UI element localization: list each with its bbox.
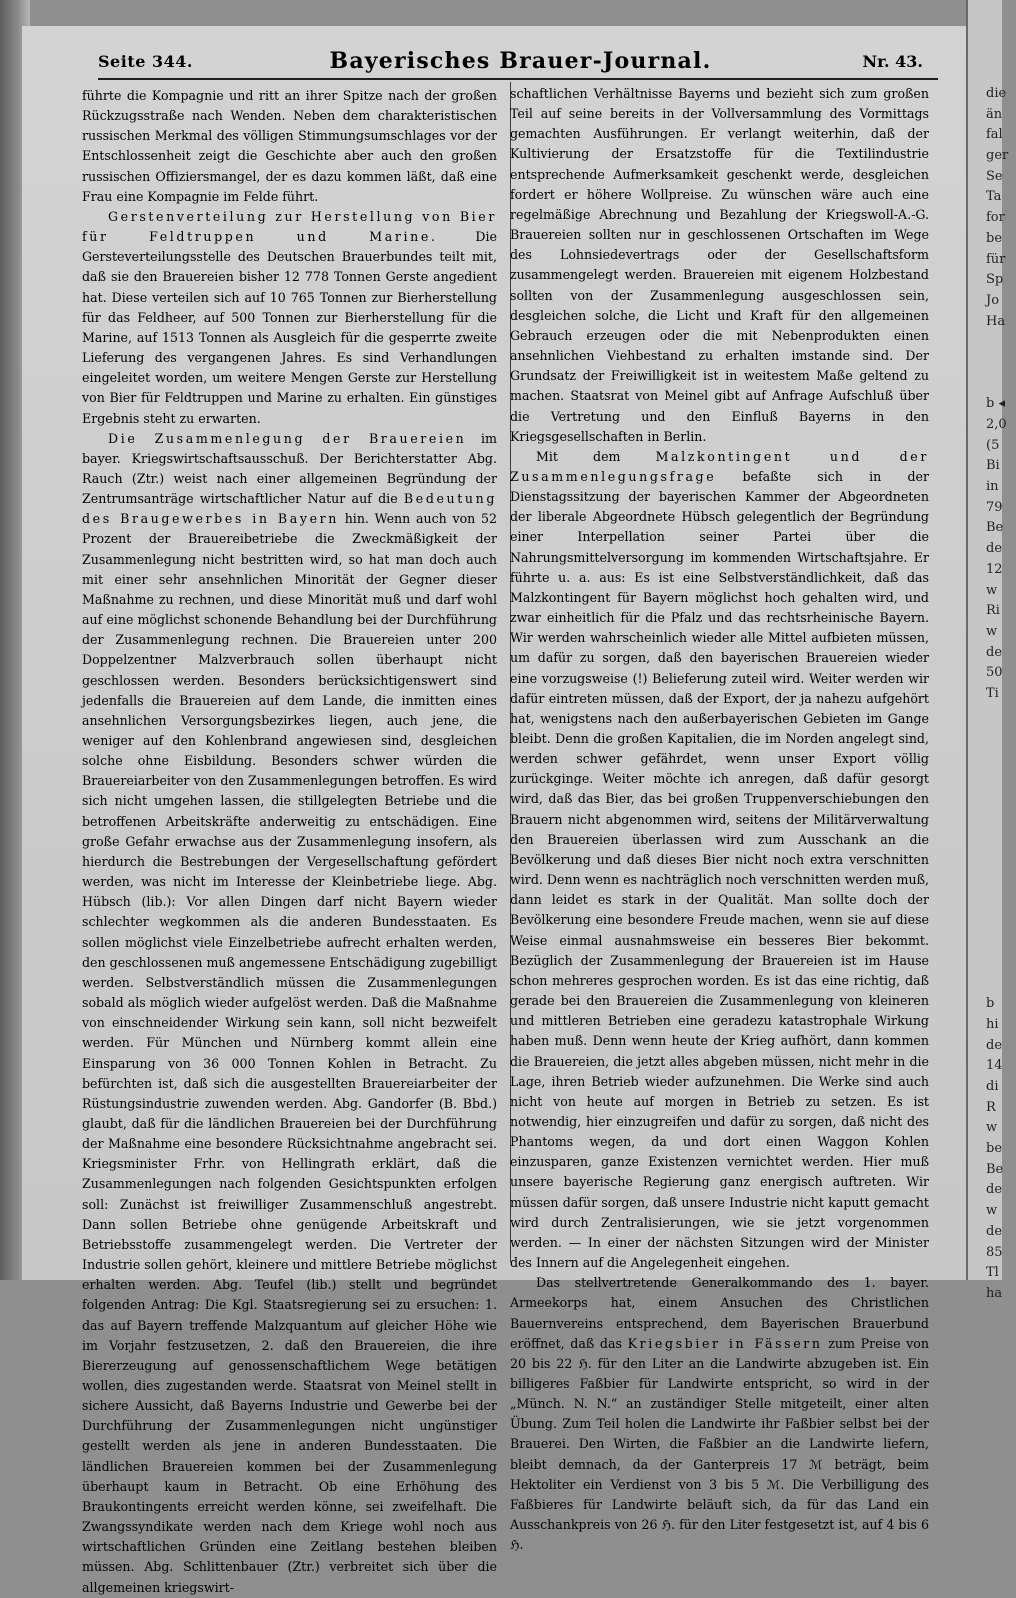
fragment-text: be xyxy=(986,1141,1003,1157)
spaced-emphasis: Malzkontingent und der Zusammenlegungsfrage xyxy=(510,448,929,484)
fragment-text: di xyxy=(986,1079,999,1094)
fragment-text: de xyxy=(986,1182,1003,1198)
fragment-text: be xyxy=(986,230,1003,246)
fragment-text: de xyxy=(986,644,1003,660)
fragment-text: w xyxy=(986,1203,998,1219)
journal-title: Bayerisches Brauer-Journal. xyxy=(329,48,712,74)
article-body: befaßte sich in der Dienstagssitzung der bayerischen Kammer der Abgeordneten der liberale Abgeordnete Hübsch gelegentlich der Begründung einer Interpellation seiner Partei über die Nahrungsmittelversorgung im kommenden Wirtschaftsjahre. Er führte u. a. aus: Es ist eine Selbstverständlichkeit, daß das Malzkontingent für Bayern möglichst hoch gehalten wird, und zwar einheitlich für die Pfalz und das rechtsrheinische Bayern. Wir werden wahrscheinlich wieder alle Mittel aufbieten müssen, um dafür zu sorgen, daß den bayerischen Brauereien wieder eine vorzugsweise (!) Belieferung zuteil wird. Weiter werden wir dafür eintreten müssen, daß der Export, der ja nahezu aufgehört hat, wenigstens nach den außerbayerischen Gebieten im Gange bleibt. Denn die großen Kapitalien, die im Norden angelegt sind, werden schwer gefährdet, wenn unser Export völlig zurückginge. Weiter möchte ich anregen, daß dafür gesorgt wird, daß das Bier, das bei großen Truppenverschiebungen den Brauern nicht abgenommen wird, seitens der Militärverwaltung den Brauereien überlassen wird zum Ausschank an die Bevölkerung und daß dieses Bier nicht noch extra verschnitten wird. Denn wenn es nachträglich noch verschnitten werden muß, dann leidet es stark in der Qualität. Man sollte doch der Bevölkerung eine besondere Freude machen, wenn sie auf diese Weise einmal ausnahmsweise ein besseres Bier bekommt. Bezüglich der Zusammenlegung der Brauereien ist im Hause schon mehreres gesprochen worden. Es ist das eine richtig, daß gerade bei den Brauereien die Zusammenlegung von kleineren und mittleren Betrieben eine geradezu katastrophale Wirkung haben muß. Denn wenn heute der Krieg aufhört, dann kommen die Brauereien, die jetzt alles abgeben müssen, nicht mehr in die Lage, ihren Betrieb wieder aufzunehmen. Die Werke sind auch nicht von heute auf morgen in Betrieb zu setzen. Es ist notwendig, hier einzugreifen und dafür zu sorgen, daß nicht des Phantoms wegen, da und dort einen Waggon Kohlen einzusparen, ganze Existenzen vernichtet werden. Hier muß unsere bayerische Regierung ganz energisch auftreten. Wir müssen dafür sorgen, daß unsere Industrie nicht kaputt gemacht wird durch Zentralisierungen, wie sie jetzt vorgenommen werden. — In einer der nächsten Sitzungen wird der Minister des Innern auf die Angelegenheit eingehen. xyxy=(510,468,929,1271)
fragment-text: Se xyxy=(986,168,1003,184)
fragment-text: Bi xyxy=(986,458,1000,474)
article-body: im bayer. Kriegswirtschaftsausschuß. Der Berichterstatter Abg. Rauch (Ztr.) weist nach einer allgemeinen Begründung der Zentrumsanträge wirtschaftlicher Natur auf die xyxy=(82,430,497,507)
fragment-text xyxy=(986,374,1016,395)
fragment-text xyxy=(986,767,1016,788)
fragment-text: b ◂ xyxy=(986,396,1005,412)
fragment-text: än xyxy=(986,106,1003,122)
right-column xyxy=(510,84,929,1555)
fragment-text: b xyxy=(986,996,995,1012)
fragment-text xyxy=(986,746,1016,767)
fragment-text: Be xyxy=(986,1161,1004,1177)
spaced-emphasis: Bedeutung des Braugewerbes in Bayern xyxy=(82,491,497,527)
fragment-text: 79 xyxy=(986,499,1003,515)
fragment-text: fal xyxy=(986,127,1003,143)
fragment-text: 2,0 xyxy=(986,417,1007,432)
fragment-text xyxy=(986,353,1016,374)
fragment-text: 12 xyxy=(986,561,1003,577)
fragment-text xyxy=(986,829,1016,850)
article-heading: Gerstenverteilung zur Herstellung von Bier für Feldtruppen und Marine. xyxy=(82,208,497,245)
fragment-text xyxy=(986,787,1016,808)
fragment-text xyxy=(986,808,1016,829)
fragment-text: (5 xyxy=(986,437,1000,453)
fragment-text: R xyxy=(986,1099,996,1115)
fragment-text: Jo xyxy=(986,292,1000,308)
fragment-text: w xyxy=(986,582,998,598)
fragment-text: Ta xyxy=(986,189,1002,205)
fragment-text xyxy=(986,705,1016,726)
article-body: zum Preise von 20 bis 22 ℌ. für den Liter an die Landwirte abzugeben ist. Ein billigeres Faßbier für Landwirte entspricht, so wird in der „Münch. N. N.“ an zuständiger Stelle mitgeteilt, einer alten Übung. Zum Teil holen die Landwirte ihr Faßbier selbst bei der Brauerei. Den Wirten, die Faßbier an die Landwirte liefern, bleibt demnach, da der Ganterpreis 17 ℳ beträgt, beim Hektoliter ein Verdienst von 3 bis 5 ℳ. Die Verbilligung des Faßbieres für Landwirte beläuft sich, da für das Land ein Ausschankpreis von 26 ℌ. für den Liter festgesetzt ist, auf 4 bis 6 ℌ. xyxy=(510,1335,929,1553)
next-page-edge xyxy=(966,0,1009,1301)
fragment-text: de xyxy=(986,541,1003,557)
fragment-text: for xyxy=(986,210,1005,226)
left-column xyxy=(82,86,497,1598)
article-malt-quota xyxy=(510,447,929,1273)
fragment-text: Ti xyxy=(986,685,999,701)
page-header xyxy=(98,46,943,74)
fragment-text: 85 xyxy=(986,1244,1003,1260)
article-body: Die Gersteverteilungsstelle des Deutschen Brauerbundes teilt mit, daß sie den Brauereien bisher 12 778 Tonnen Gerste angedient hat. Diese verteilen sich auf 10 765 Tonnen zur Bierherstellung für das Feldheer, auf 500 Tonnen zur Bierherstellung für die Marine, auf 1513 Tonnen als Ausgleich für die gesperrte zweite Lieferung des vergangenen Jahres. Es sind Verhandlungen eingeleitet worden, um weitere Mengen Gerste zur Herstellung von Bier für Feldtruppen und Marine zu erhalten. Ein günstiges Ergebnis steht zu erwarten. xyxy=(82,229,497,426)
fragment-text: in xyxy=(986,479,999,495)
fragment-text: ha xyxy=(986,1285,1003,1301)
article-heading: Die Zusammenlegung der Brauereien xyxy=(108,430,467,446)
fragment-text: w xyxy=(986,1120,998,1136)
fragment-text xyxy=(986,953,1016,974)
fragment-text: ger xyxy=(986,148,1009,164)
paragraph-continuation: schaftlichen Verhältnisse Bayerns und bezieht sich zum großen Teil auf seine bereits in der Vollversammlung des Vormittags gemachten Ausführungen. Er verlangt weiterhin, daß der Kultivierung der Ersatzstoffe für die Textilindustrie entsprechende Aufmerksamkeit geschenkt werde, desgleichen fordert er höhere Wollpreise. Zu wünschen wäre auch eine regelmäßige Abrechnung und Bezahlung der Kriegswoll-A.-G. Brauereien sollten nur in geschlossenen Ortschaften im Wege des Lohnsiedevertrags oder der Gesellschaftsform zusammengelegt werden. Brauereien mit eigenem Holzbestand sollten von der Zusammenlegung ausgeschlossen sein, desgleichen solche, die Licht und Kraft für den allgemeinen Gebrauch erzeugen oder die mit Nebenprodukten einen ansehnlichen Viehbestand zu erhalten imstande sind. Der Grundsatz der Freiwilligkeit ist in weitestem Maße geltend zu machen. Staatsrat von Meinel gibt auf Anfrage Aufschluß über die Vertretung und den Einfluß Bayerns in den Kriegsgesellschaften in Berlin. xyxy=(510,86,929,444)
fragment-text: hi xyxy=(986,1016,999,1032)
fragment-text xyxy=(986,974,1016,995)
article-body: Mit dem xyxy=(536,448,621,464)
fragment-text: Sp xyxy=(986,272,1004,288)
fragment-text: 14 xyxy=(986,1058,1003,1074)
article-barley-distribution xyxy=(82,207,497,429)
article-war-beer xyxy=(510,1273,929,1555)
fragment-text: 50 xyxy=(986,665,1003,681)
fragment-text: Ri xyxy=(986,603,1000,619)
issue-number: Nr. 43. xyxy=(862,52,923,71)
fragment-text: Ha xyxy=(986,313,1006,329)
fragment-text: Tl xyxy=(986,1265,999,1281)
page-number: Seite 344. xyxy=(98,52,193,71)
fragment-text: w xyxy=(986,623,998,639)
article-body: Das stellvertretende Generalkommando des 1. bayer. Armeekorps hat, einem Ansuchen des Christlichen Bauernvereins entsprechend, dem Bayerischen Brauerbund eröffnet, daß das xyxy=(510,1275,929,1351)
spaced-emphasis: Kriegsbier in Fässern xyxy=(627,1335,823,1351)
fragment-text xyxy=(986,912,1016,933)
fragment-text: de xyxy=(986,1223,1003,1239)
fragment-text xyxy=(986,332,1016,353)
fragment-text xyxy=(986,870,1016,891)
paragraph-continuation: führte die Kompagnie und ritt an ihrer Spitze nach der großen Rückzugsstraße nach Wenden. Neben dem charakteristischen russischen Merkmal des völligen Stimmungsumschlages vor der Entschlossenheit zeigt die Geschichte aber auch den großen russischen Offiziersmangel, der es dazu kommen läßt, daß eine Frau eine Kompagnie im Felde führt. xyxy=(82,88,497,204)
fragment-text: für xyxy=(986,251,1006,267)
article-body: hin. Wenn auch von 52 Prozent der Brauereibetriebe die Zweckmäßigkeit der Zusammenlegung nicht bestritten wird, so hat man doch auch mit einer sehr ansehnlichen Minorität der Gegner dieser Maßnahme zu rechnen, und diese Minorität muß und darf wohl auf eine möglichst schonende Behandlung bei der Durchführung der Zusammenlegung rechnen. Die Brauereien unter 200 Doppelzentner Malzverbrauch sollen überhaupt nicht geschlossen werden. Besonders berücksichtigenswert sind jedenfalls die Brauereien auf dem Lande, die inmitten eines ansehnlichen Versorgungsbezirkes liegen, auch jene, die weniger auf den Kohlenbrand angewiesen sind, desgleichen solche ohne Eisbildung. Besonders schwer würden die Brauereiarbeiter von den Zusammenlegungen betroffen. Es wird sich nicht umgehen lassen, die stillgelegten Betriebe und die betroffenen Arbeitskräfte anderweitig zu entschädigen. Eine große Gefahr erwachse aus der Zusammenlegung insofern, als hierdurch die Bestrebungen der Vergesellschaftung gefördert werden, was nicht im Interesse der Kleinbetriebe liege. Abg. Hübsch (lib.): Vor allen Dingen darf nicht Bayern wieder schlechter wegkommen als die anderen Bundesstaaten. Es sollen möglichst viele Einzelbetriebe aufrecht erhalten werden, den geschlossenen muß angemessene Entschädigung zugebilligt werden. Selbstverständlich müssen die Zusammenlegungen sobald als möglich wieder aufgelöst werden. Daß die Maßnahme von einschneidender Wirkung sein kann, soll nicht bezweifelt werden. Für München und Nürnberg kommt allein eine Einsparung von 36 000 Tonnen Kohlen in Betracht. Zu befürchten ist, daß sich die ausgestellten Brauereiarbeiter der Rüstungsindustrie zuwenden werden. Abg. Gandorfer (B. Bbd.) glaubt, daß für die ländlichen Brauereien bei der Durchführung der Maßnahme eine besondere Rücksichtnahme angebracht sei. Kriegsminister Frhr. von Hellingrath erklärt, daß die Zusammenlegungen nach folgenden Gesichtspunkten erfolgen soll: Zunächst ist freiwilliger Zusammenschluß angestrebt. Dann sollen Betriebe ohne genügende Arbeitskraft und Betriebsstoffe zusammengelegt werden. Die Vertreter der Industrie sollen gehört, kleinere und mittlere Betriebe möglichst erhalten werden. Abg. Teufel (lib.) stellt und begründet folgenden Antrag: Die Kgl. Staatsregierung sei zu ersuchen: 1. das auf Bayern treffende Malzquantum auf gleicher Höhe wie im Vorjahr festzusetzen, 2. daß den Brauereien, die ihre Biererzeugung auf genossenschaftlichem Wege betätigen wollen, dies zugestanden werde. Staatsrat von Meinel stellt in sichere Aussicht, daß Bayerns Industrie und Gewerbe bei der Durchführung der Zusammenlegungen nicht ungünstiger gestellt werden als jene in anderen Bundesstaaten. Die ländlichen Brauereien kommen bei der Zusammenlegung überhaupt kaum in Betracht. Ob eine Erhöhung des Braukontingents erreicht werden könne, sei zweifelhaft. Die Zwangssyndikate werden nach dem Kriege wohl noch aus wirtschaftlichen Gründen eine Zeitlang bestehen bleiben müssen. Abg. Schlittenbauer (Ztr.) verbreitet sich über die allgemeinen kriegswirt- xyxy=(82,511,497,1595)
fragment-text xyxy=(986,849,1016,870)
fragment-text: de xyxy=(986,1037,1003,1053)
fragment-text xyxy=(986,891,1016,912)
fragment-text xyxy=(986,932,1016,953)
header-rule xyxy=(98,78,938,80)
fragment-text: Be xyxy=(986,520,1004,536)
fragment-text: die xyxy=(986,86,1007,101)
article-brewery-merger xyxy=(82,429,497,1598)
next-page-fragments xyxy=(986,84,1016,1305)
fragment-text xyxy=(986,725,1016,746)
